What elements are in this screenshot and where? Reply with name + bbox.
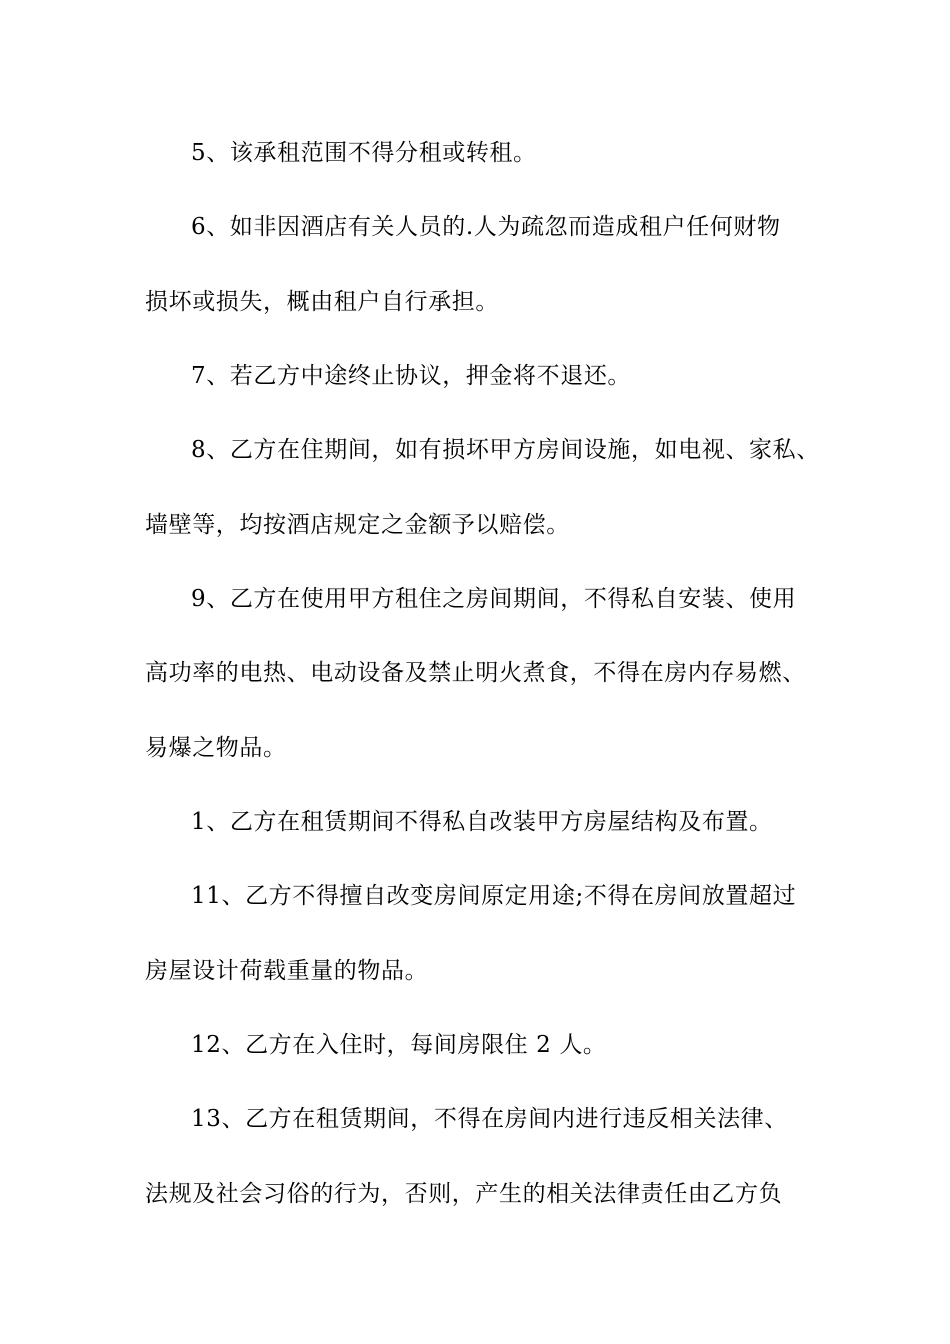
clause-11-line-2: 房屋设计荷载重量的物品。: [145, 958, 429, 984]
clause-13-line-2: 法规及社会习俗的行为，否则，产生的相关法律责任由乙方负: [145, 1181, 783, 1207]
clause-12: 12、乙方在入住时，每间房限住 2 人。: [191, 1032, 607, 1058]
clause-5: 5、该承租范围不得分租或转租。: [191, 140, 537, 166]
clause-7: 7、若乙方中途终止协议，押金将不退还。: [191, 363, 632, 389]
clause-6-line-2: 损坏或损失，概由租户自行承担。: [145, 289, 499, 315]
clause-13-line-1: 13、乙方在租赁期间，不得在房间内进行违反相关法律、: [191, 1106, 788, 1132]
clause-11-line-1: 11、乙方不得擅自改变房间原定用途;不得在房间放置超过: [191, 883, 797, 909]
clause-8-line-2: 墙壁等，均按酒店规定之金额予以赔偿。: [145, 512, 570, 538]
clause-10: 1、乙方在租赁期间不得私自改装甲方房屋结构及布置。: [191, 809, 773, 835]
clause-8-line-1: 8、乙方在住期间，如有损坏甲方房间设施，如电视、家私、: [191, 437, 820, 463]
clause-9-line-1: 9、乙方在使用甲方租住之房间期间，不得私自安装、使用: [191, 586, 797, 612]
clause-9-line-2: 高功率的电热、电动设备及禁止明火煮食，不得在房内存易燃、: [145, 660, 806, 686]
clause-9-line-3: 易爆之物品。: [145, 735, 287, 761]
clause-6-line-1: 6、如非因酒店有关人员的.人为疏忽而造成租户任何财物: [191, 214, 781, 240]
